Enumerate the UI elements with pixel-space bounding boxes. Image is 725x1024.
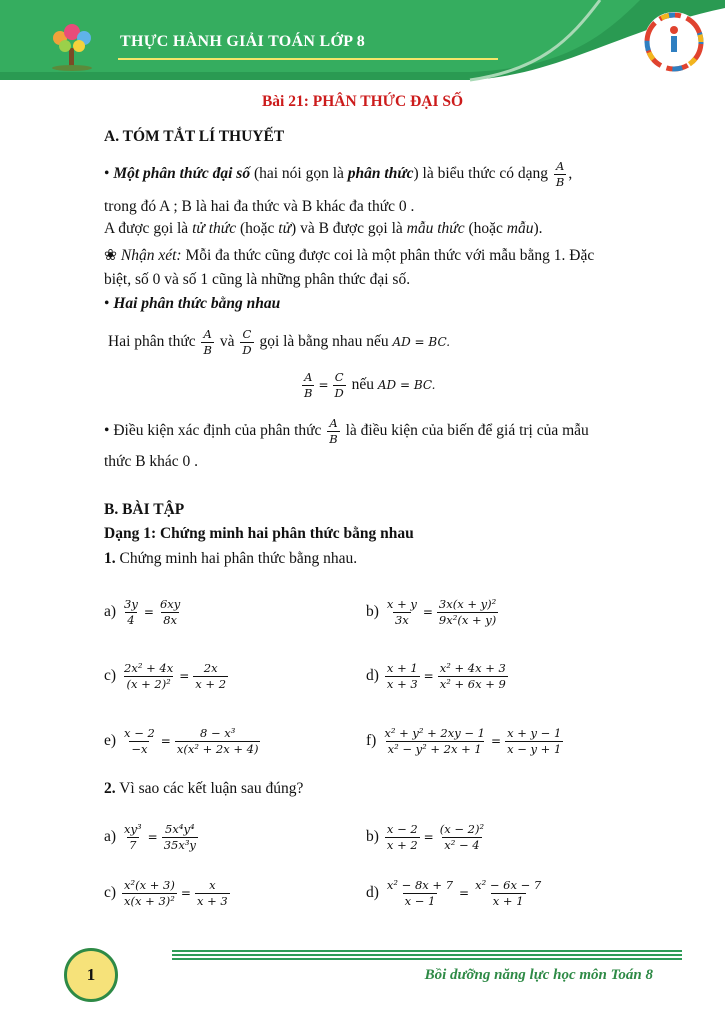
q1-item-f: f) $\frac{\text{x² + y² + 2xy − 1}}{\text{x² − y² + 2x + 1}}$ = $\frac{x + y - 1}{x - y + 1}$ [366,726,562,756]
q1-item-b: b) $\frac{x + y}{3x}$ = $\frac{\text{3x(x + y)²}}{\text{9x²(x + y)}}$ [366,597,497,627]
tree-logo-icon [46,22,98,72]
q2-item-b: b) $\frac{x - 2}{x + 2}$ = $\frac{\text{(x − 2)²}}{\text{x² − 4}}$ [366,822,485,852]
equal-fractions-formula: $\frac{A}{B}$ = $\frac{C}{D}$ nếu AD = BC. [304,370,436,400]
publisher-logo-icon [642,10,706,74]
question-1: 1. Chứng minh hai phân thức bằng nhau. [104,550,358,567]
numerator-denominator-line: A được gọi là tử thức (hoặc tử) và B được gọi là mẫu thức (hoặc mẫu). [104,220,543,237]
footer-caption: Bồi dưỡng năng lực học môn Toán 8 [424,967,653,983]
definition-line: • Một phân thức đại số (hai nói gọn là phân thức) là biểu thức có dạng $\frac{A}{B}$ , [104,159,573,189]
equal-fractions-heading: • Hai phân thức bằng nhau [104,295,281,312]
header-title: THỰC HÀNH GIẢI TOÁN LỚP 8 [120,33,366,50]
exercises-heading: B. BÀI TẬP [104,501,185,518]
definition-line-2: trong đó A ; B là hai đa thức và B khác đa thức 0 . [104,198,415,215]
lesson-title: Bài 21: PHÂN THỨC ĐẠI SỐ [261,93,464,110]
header-underline [118,58,498,60]
fraction-a-over-b: $\frac{A}{B}$ [555,159,565,189]
type-1-heading: Dạng 1: Chứng minh hai phân thức bằng nhau [104,525,414,542]
domain-condition-line-2: thức B khác 0 . [104,453,199,470]
q2-item-a: a) $\frac{\text{xy³}}{7}$ = $\frac{\text{5x⁴y⁴}}{\text{35x³y}}$ [104,822,196,852]
note-line-2: biệt, số 0 và số 1 cũng là những phân thức đại số. [104,271,411,288]
q1-item-a: a) $\frac{3y}{4}$ = $\frac{6xy}{8x}$ [104,597,181,627]
domain-condition-line: • Điều kiện xác định của phân thức $\frac{A}{B}$ là điều kiện của biến để giá trị của mẫu [104,416,589,446]
note-line: ❀ Nhận xét: Mỗi đa thức cũng được coi là một phân thức với mẫu bằng 1. Đặc [104,247,595,264]
equal-fractions-text: Hai phân thức $\frac{A}{B}$ và $\frac{C}{D}$ gọi là bằng nhau nếu AD = BC. [108,327,451,357]
question-2: 2. Vì sao các kết luận sau đúng? [104,780,304,797]
q2-item-d: d) $\frac{\text{x² − 8x + 7}}{x - 1}$ = $\frac{\text{x² − 6x − 7}}{x + 1}$ [366,878,542,908]
q2-item-c: c) $\frac{\text{x²(x + 3)}}{\text{x(x + 3)²}}$ = $\frac{x}{x + 3}$ [104,878,228,908]
flower-icon: ❀ [104,247,121,264]
q1-item-e: e) $\frac{x - 2}{-x}$ = $\frac{\text{8 − x³}}{\text{x(x² + 2x + 4)}}$ [104,726,259,756]
q1-item-c: c) $\frac{\text{2x² + 4x}}{\text{(x + 2)²}}$ = $\frac{2x}{x + 2}$ [104,661,227,691]
q1-item-d: d) $\frac{x + 1}{x + 3}$ = $\frac{\text{x² + 4x + 3}}{\text{x² + 6x + 9}}$ [366,661,506,691]
page-number: 1 [64,948,118,1002]
theory-heading: A. TÓM TẮT LÍ THUYẾT [104,128,285,145]
footer-rule [172,950,682,962]
